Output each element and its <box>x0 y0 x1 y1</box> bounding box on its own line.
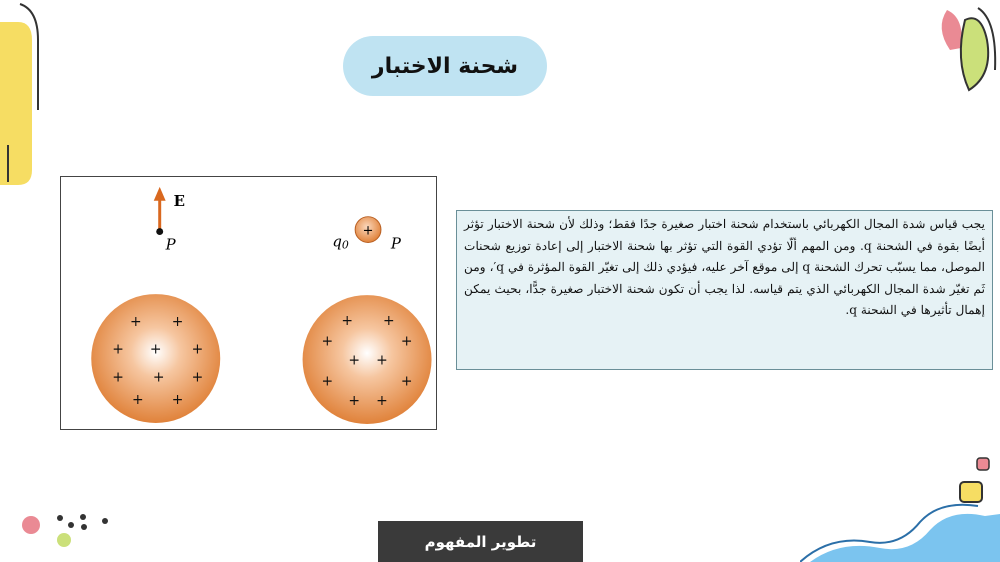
charge-plus: + <box>376 352 388 369</box>
explanation-text: يجب قياس شدة المجال الكهربائي باستخدام شحنة اختبار صغيرة جدًا فقط؛ وذلك لأن شحنة الاختبار تؤثر أيضًا بقوة في الشحنة q. ومن المهم ألّا تؤدي القوة التي تؤثر بها شحنة الاختبار إلى إعادة توزيع شحنات الموصل، مما يسبّب تحرك الشحنة q إلى موقع آخر عليه، فيؤدي ذلك إلى تغيّر القوة المؤثرة في q′، ومن ثَم تغيّر شدة المجال الكهربائي الذي يتم قياسه. لذا يجب أن تكون شحنة الاختبار صغيرة جدًّا، بحيث يمكن إهمال تأثيرها في الشحنة q. <box>456 210 993 370</box>
point-label-left: P <box>165 235 176 254</box>
charge-plus: + <box>132 392 144 409</box>
sphere-left <box>91 294 220 423</box>
page-title: شحنة الاختبار <box>343 36 547 96</box>
point-label-right: P <box>390 234 401 253</box>
charge-plus: + <box>149 341 162 358</box>
charge-plus: + <box>152 369 165 386</box>
test-charge-plus: + <box>362 223 374 239</box>
charge-plus: + <box>130 313 142 330</box>
field-point-dot <box>156 228 163 235</box>
charge-plus: + <box>376 393 388 410</box>
charge-plus: + <box>321 373 334 390</box>
decor-left-stripes <box>0 0 60 200</box>
charge-plus: + <box>348 393 360 410</box>
section-label: تطوير المفهوم <box>378 521 583 562</box>
charge-plus: + <box>171 313 184 330</box>
field-arrow-head <box>154 187 166 201</box>
charge-plus: + <box>383 312 395 329</box>
charge-plus: + <box>400 373 413 390</box>
decor-wave <box>800 450 1000 562</box>
charge-plus: + <box>341 312 354 329</box>
charge-plus: + <box>112 369 124 386</box>
charge-plus: + <box>191 341 204 358</box>
charge-plus: + <box>191 369 204 386</box>
charge-plus: + <box>171 392 184 409</box>
sphere-right <box>303 295 432 424</box>
figure-illustration <box>61 177 436 429</box>
charge-plus: + <box>400 333 413 350</box>
decor-leaves <box>925 0 1000 100</box>
charge-plus: + <box>348 352 360 369</box>
charge-plus: + <box>112 341 124 358</box>
charge-plus: + <box>321 333 334 350</box>
decor-dots <box>15 505 125 550</box>
figure-panel <box>60 176 437 430</box>
field-label: E <box>173 191 185 210</box>
test-charge-label: q0 <box>332 232 349 252</box>
